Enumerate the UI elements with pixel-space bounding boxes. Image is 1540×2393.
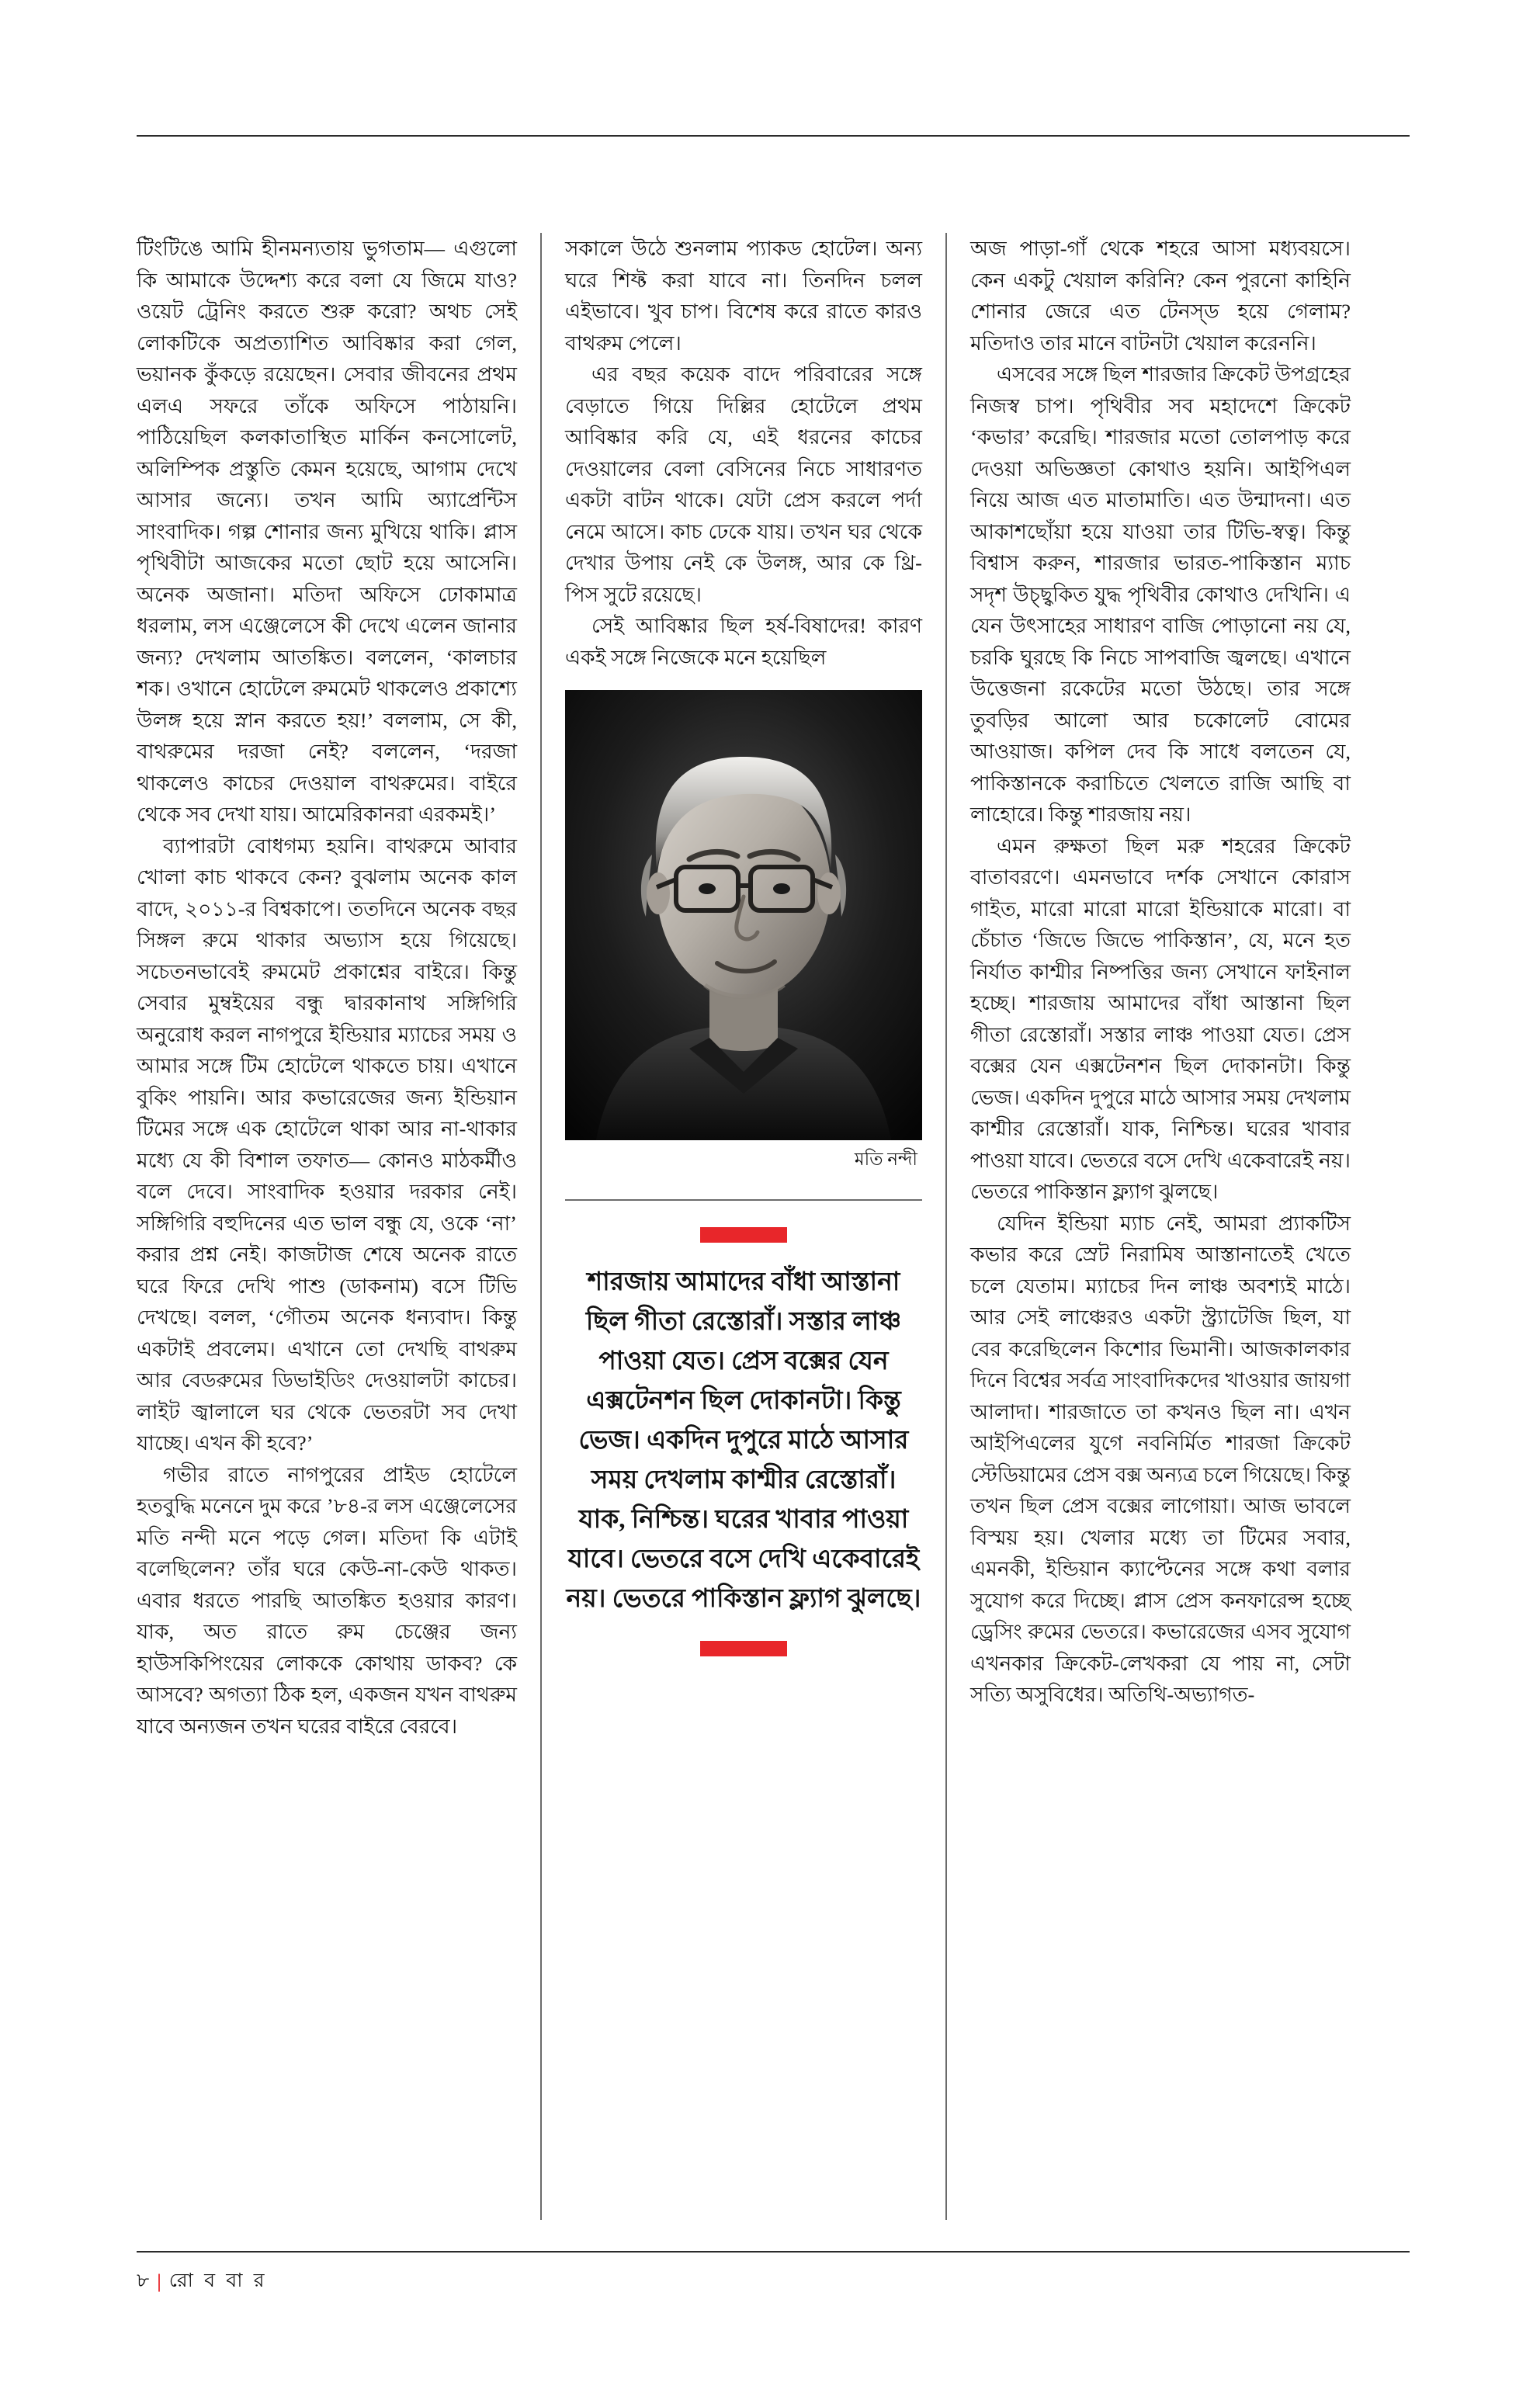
paragraph: এমন রুক্ষতা ছিল মরু শহরের ক্রিকেট বাতাবরণে। এমনভাবে দর্শক সেখানে কোরাস গাইত, মারো মারো মারো ইন্ডিয়াকে মারো। বা চেঁচাত ‘জিভে জিভে পাকিস্তান’, যে, মনে হত নির্যাত কাশ্মীর নিষ্পত্তির জন্য সেখানে ফাইনাল হচ্ছে। শারজায় আমাদের বাঁধা আস্তানা ছিল গীতা রেস্তোরাঁ। সস্তার লাঞ্চ পাওয়া যেত। প্রেস বক্সের যেন এক্সটেনশন ছিল দোকানটা। কিন্তু ভেজ। একদিন দুপুরে মাঠে আসার সময় দেখলাম কাশ্মীর রেস্তোরাঁ। যাক, নিশ্চিন্ত। ঘরের খাবার পাওয়া যাবে। ভেতরে বসে দেখি একেবারেই নয়। ভেতরে পাকিস্তান ফ্ল্যাগ ঝুলছে।	[970, 834, 1351, 1203]
page-footer	[137, 2251, 1410, 2298]
paragraph: গভীর রাতে নাগপুরের প্রাইড হোটেলে হতবুদ্ধি মনেনে দুম করে ’৮৪-র লস এঞ্জেলেসের মতি নন্দী মনে পড়ে গেল। মতিদা কি এটাই বলেছিলেন? তাঁর ঘরে কেউ-না-কেউ থাকত। এবার ধরতে পারছি আতঙ্কিত হওয়ার কারণ। যাক, অত রাতে রুম চেঞ্জের জন্য হাউসকিপিংয়ের লোককে কোথায় ডাকব? কে আসবে? অগত্যা ঠিক হল, একজন যখন বাথরুম যাবে অন্যজন তখন ঘরের বাইরে বেরবে।	[137, 1462, 517, 1738]
top-rule	[137, 135, 1410, 137]
paragraph: এর বছর কয়েক বাদে পরিবারের সঙ্গে বেড়াতে গিয়ে দিল্লির হোটেলে প্রথম আবিষ্কার করি যে, এই ধরনের কাচের দেওয়ালের বেলা বেসিনের নিচে সাধারণত একটা বাটন থাকে। যেটা প্রেস করলে পর্দা নেমে আসে। কাচ ঢেকে যায়। তখন ঘর থেকে দেখার উপায় নেই কে উলঙ্গ, আর কে থ্রি-পিস সুটে রয়েছে।	[565, 362, 922, 606]
paragraph: সকালে উঠে শুনলাম প্যাকড হোটেল। অন্য ঘরে শিফ্ট করা যাবে না। তিনদিন চলল এইভাবে। খুব চাপ। বিশেষ করে রাতে কারও বাথরুম পেলে।	[565, 237, 922, 355]
paragraph: অজ পাড়া-গাঁ থেকে শহরে আসা মধ্যবয়সে। কেন একটু খেয়াল করিনি? কেন পুরনো কাহিনি শোনার জেরে এত টেনস্ড হয়ে গেলাম? মতিদাও তার মানে বাটনটা খেয়াল করেননি।	[970, 237, 1351, 355]
pull-quote-top-bar	[700, 1227, 787, 1243]
column-1	[137, 233, 540, 2220]
paragraph: সেই আবিষ্কার ছিল হর্ষ-বিষাদের! কারণ একই সঙ্গে নিজেকে মনে হয়েছিল	[565, 614, 922, 669]
folio-separator: |	[157, 2270, 161, 2292]
footer-rule	[137, 2251, 1410, 2253]
column-2	[542, 233, 945, 2220]
photo-figure	[565, 690, 922, 1171]
folio	[137, 2265, 1410, 2298]
pull-quote-bottom-bar	[700, 1641, 787, 1656]
pull-quote-text: শারজায় আমাদের বাঁধা আস্তানা ছিল গীতা রেস্তোরাঁ। সস্তার লাঞ্চ পাওয়া যেত। প্রেস বক্সের যেন এক্সটেনশন ছিল দোকানটা। কিন্তু ভেজ। একদিন দুপুরে মাঠে আসার সময় দেখলাম কাশ্মীর রেস্তোরাঁ। যাক, নিশ্চিন্ত। ঘরের খাবার পাওয়া যাবে। ভেতরে বসে দেখি একেবারেই নয়। ভেতরে পাকিস্তান ফ্ল্যাগ ঝুলছে।	[566, 1268, 921, 1613]
column-3	[947, 233, 1351, 2220]
portrait-photo	[565, 690, 922, 1140]
paragraph: ব্যাপারটা বোধগম্য হয়নি। বাথরুমে আবার খোলা কাচ থাকবে কেন? বুঝলাম অনেক কাল বাদে, ২০১১-র বিশ্বকাপে। ততদিনে অনেক বছর সিঙ্গল রুমে থাকার অভ্যাস হয়ে গিয়েছে। সচেতনভাবেই রুমমেট প্রকাশ্নের বাইরে। কিন্তু সেবার মুম্বইয়ের বন্ধু দ্বারকানাথ সঙ্গিগিরি অনুরোধ করল নাগপুরে ইন্ডিয়ার ম্যাচের সময় ও আমার সঙ্গে টিম হোটেলে থাকতে চায়। এখানে বুকিং পায়নি। আর কভারেজের জন্য ইন্ডিয়ান টিমের সঙ্গে এক হোটেলে থাকা আর না-থাকার মধ্যে যে কী বিশাল তফাত— কোনও মাঠকর্মীও বলে দেবে। সাংবাদিক হওয়ার দরকার নেই। সঙ্গিগিরি বহুদিনের এত ভাল বন্ধু যে, ওকে ‘না’ করার প্রশ্ন নেই। কাজটাজ শেষে অনেক রাতে ঘরে ফিরে দেখি পাশু (ডাকনাম) বসে টিভি দেখছে। বলল, ‘গৌতম অনেক ধন্যবাদ। কিন্তু একটাই প্রবলেম। এখানে তো দেখছি বাথরুম আর বেডরুমের ডিভাইডিং দেওয়ালটা কাচের। লাইট জ্বালালে ঘর থেকে ভেতরটা সব দেখা যাচ্ছে। এখন কী হবে?’	[137, 834, 517, 1455]
article-columns	[137, 233, 1410, 2220]
photo-caption: মতি নন্দী	[854, 1150, 917, 1169]
paragraph: টিংটিঙে আমি হীনমন্যতায় ভুগতাম— এগুলো কি আমাকে উদ্দেশ্য করে বলা যে জিমে যাও? ওয়েট ট্রেনিং করতে শুরু করো? অথচ সেই লোকটিকে অপ্রত্যাশিত আবিষ্কার করা গেল, ভয়ানক কুঁকড়ে রয়েছেন। সেবার জীবনের প্রথম এলএ সফরে তাঁকে অফিসে পাঠায়নি। পাঠিয়েছিল কলকাতাস্থিত মার্কিন কনসোলেট, অলিম্পিক প্রস্তুতি কেমন হয়েছে, আগাম দেখে আসার জন্যে। তখন আমি অ্যাপ্রেন্টিস সাংবাদিক। গল্প শোনার জন্য মুখিয়ে থাকি। প্লাস পৃথিবীটা আজকের মতো ছোট হয়ে আসেনি। অনেক অজানা। মতিদা অফিসে ঢোকামাত্র ধরলাম, লস এঞ্জেলেসে কী দেখে এলেন জানার জন্য? দেখলাম আতঙ্কিত। বললেন, ‘কালচার শক। ওখানে হোটেলে রুমমেট থাকলেও প্রকাশ্যে উলঙ্গ হয়ে স্নান করতে হয়!’ বললাম, সে কী, বাথরুমের দরজা নেই? বললেন, ‘দরজা থাকলেও কাচের দেওয়াল বাথরুমের। বাইরে থেকে সব দেখা যায়। আমেরিকানরা এরকমই।’	[137, 237, 517, 826]
folio-publication-name: রো ব বা র	[168, 2270, 268, 2291]
folio-number: ৮	[137, 2270, 150, 2291]
paragraph: এসবের সঙ্গে ছিল শারজার ক্রিকেট উপগ্রহের নিজস্ব চাপ। পৃথিবীর সব মহাদেশে ক্রিকেট ‘কভার’ করেছি। শারজার মতো তোলপাড় করে দেওয়া অভিজ্ঞতা কোথাও হয়নি। আইপিএল নিয়ে আজ এত মাতামাতি। এত উন্মাদনা। এত আকাশছোঁয়া হয়ে যাওয়া তার টিভি-স্বত্ব। কিন্তু বিশ্বাস করুন, শারজার ভারত-পাকিস্তান ম্যাচ সদৃশ উচ্ছ্বকিত যুদ্ধ পৃথিবীর কোথাও দেখিনি। এ যেন উৎসাহের সাধারণ বাজি পোড়ানো নয় যে, চরকি ঘুরছে কি নিচে সাপবাজি জ্বলছে। এখানে উত্তেজনা রকেটের মতো উঠছে। তার সঙ্গে তুবড়ির আলো আর চকোলেট বোমের আওয়াজ। কপিল দেব কি সাধে বলতেন যে, পাকিস্তানকে করাচিতে খেলতে রাজি আছি বা লাহোরে। কিন্তু শারজায় নয়।	[970, 362, 1351, 826]
paragraph: যেদিন ইন্ডিয়া ম্যাচ নেই, আমরা প্র্যাকটিস কভার করে স্রেট নিরামিষ আস্তানাতেই খেতে চলে যেতাম। ম্যাচের দিন লাঞ্চ অবশ্যই মাঠে। আর সেই লাঞ্চেরও একটা স্ট্র্যাটেজি ছিল, যা বের করেছিলেন কিশোর ভিমানী। আজকালকার দিনে বিশ্বের সর্বত্র সাংবাদিকদের খাওয়ার জায়গা আলাদা। শারজাতে তা কখনও ছিল না। এখন আইপিএলের যুগে নবনির্মিত শারজা ক্রিকেট স্টেডিয়ামের প্রেস বক্স অন্যত্র চলে গিয়েছে। কিন্তু তখন ছিল প্রেস বক্সের লাগোয়া। আজ ভাবলে বিস্ময় হয়। খেলার মধ্যে তা টিমের সবার, এমনকী, ইন্ডিয়ান ক্যাপ্টেনের সঙ্গে কথা বলার সুযোগ করে দিচ্ছে। প্লাস প্রেস কনফারেন্স হচ্ছে ড্রেসিং রুমের ভেতরে। কভারেজের এসব সুযোগ এখনকার ক্রিকেট-লেখকরা যে পায় না, সেটা সত্যি অসুবিধের। অতিথি-অভ্যাগত-	[970, 1211, 1351, 1706]
pull-quote	[565, 1199, 922, 1656]
